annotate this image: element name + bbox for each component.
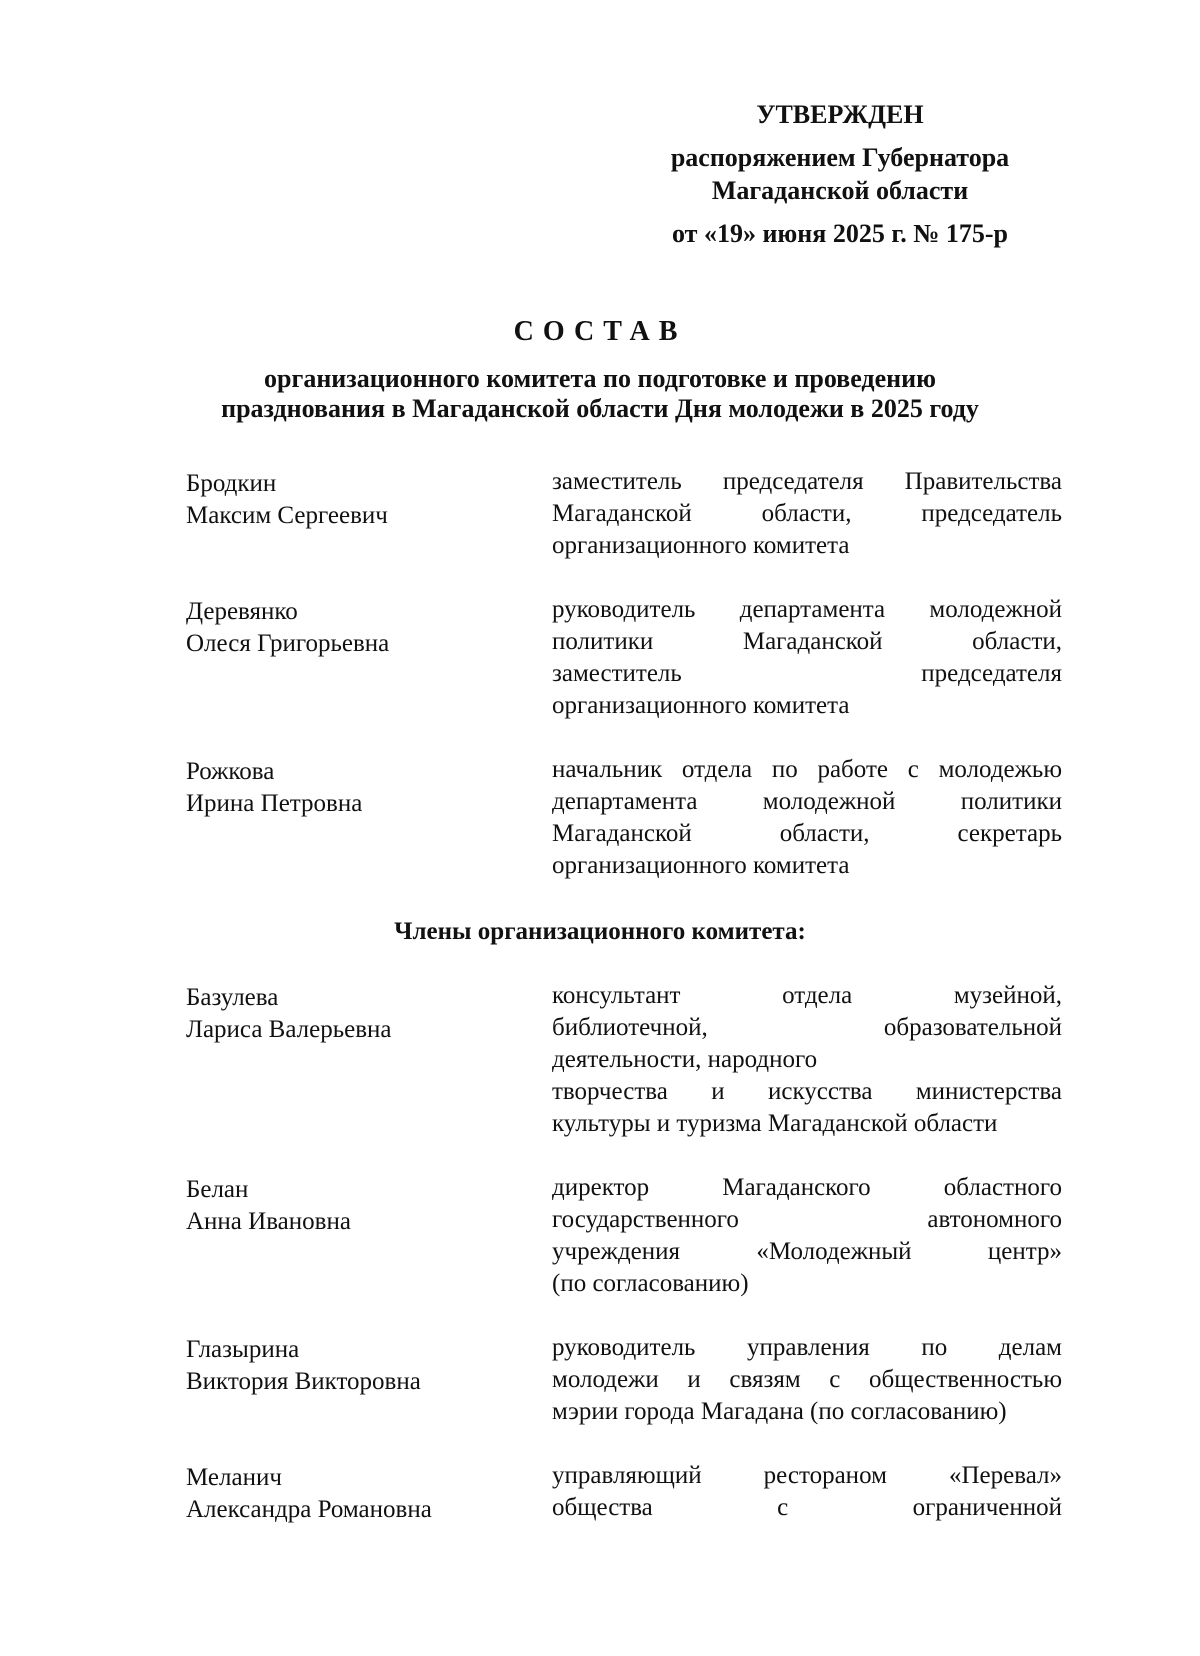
document-subtitle — [100, 364, 1100, 424]
role-line: заместитель председателя — [552, 660, 1062, 687]
person-surname: Деревянко — [186, 598, 298, 625]
person-name — [186, 596, 506, 660]
person-role — [552, 980, 1062, 1140]
person-surname: Меланич — [186, 1464, 282, 1491]
role-line: консультант отдела музейной, — [552, 982, 1062, 1009]
person-name — [186, 1174, 506, 1238]
person-given-names: Александра Романовна — [186, 1496, 432, 1523]
role-line: творчества и искусства министерства — [552, 1078, 1062, 1105]
approval-date-line: от «19» июня 2025 г. № 175-р — [672, 219, 1008, 248]
person-name — [186, 1334, 506, 1398]
role-line: библиотечной, образовательной — [552, 1014, 1062, 1041]
person-role — [552, 1332, 1062, 1428]
role-line: государственного автономного — [552, 1206, 1062, 1233]
approval-heading: УТВЕРЖДЕН — [756, 100, 924, 129]
role-line: организационного комитета — [552, 532, 850, 559]
role-line: заместитель председателя Правительства — [552, 468, 1062, 495]
role-line: культуры и туризма Магаданской области — [552, 1110, 998, 1137]
role-line: управляющий рестораном «Перевал» — [552, 1462, 1062, 1489]
role-line: директор Магаданского областного — [552, 1174, 1062, 1201]
person-surname: Рожкова — [186, 758, 275, 785]
approval-authority-line2: Магаданской области — [711, 176, 969, 205]
person-name — [186, 468, 506, 532]
person-given-names: Ирина Петровна — [186, 790, 363, 817]
person-name — [186, 756, 506, 820]
role-line: Магаданской области, секретарь — [552, 820, 1062, 847]
role-line: организационного комитета — [552, 852, 850, 879]
role-line: Магаданской области, председатель — [552, 500, 1062, 527]
role-line: (по согласованию) — [552, 1270, 749, 1297]
person-name — [186, 982, 506, 1046]
person-given-names: Максим Сергеевич — [186, 502, 388, 529]
person-surname: Базулева — [186, 984, 279, 1011]
role-line: мэрии города Магадана (по согласованию) — [552, 1398, 1007, 1425]
approval-block — [640, 98, 1040, 250]
person-given-names: Лариса Валерьевна — [186, 1016, 392, 1043]
person-given-names: Анна Ивановна — [186, 1208, 351, 1235]
person-role — [552, 1460, 1062, 1524]
person-surname: Белан — [186, 1176, 249, 1203]
role-line: деятельности, народного — [552, 1046, 818, 1073]
role-line: молодежи и связям с общественностью — [552, 1366, 1062, 1393]
person-role — [552, 754, 1062, 882]
person-role — [552, 466, 1062, 562]
role-line: руководитель управления по делам — [552, 1334, 1062, 1361]
role-line: политики Магаданской области, — [552, 628, 1062, 655]
person-name — [186, 1462, 506, 1526]
person-given-names: Виктория Викторовна — [186, 1368, 421, 1395]
person-surname: Бродкин — [186, 470, 277, 497]
person-surname: Глазырина — [186, 1336, 300, 1363]
approval-authority-line1: распоряжением Губернатора — [670, 143, 1010, 172]
document-title: СОСТАВ — [513, 316, 687, 347]
role-line: департамента молодежной политики — [552, 788, 1062, 815]
role-line: начальник отдела по работе с молодежью — [552, 756, 1062, 783]
person-role — [552, 1172, 1062, 1300]
person-given-names: Олеся Григорьевна — [186, 630, 390, 657]
role-line: учреждения «Молодежный центр» — [552, 1238, 1062, 1265]
members-heading: Члены организационного комитета: — [394, 918, 806, 945]
document-subtitle-line1: организационного комитета по подготовке и проведению — [264, 364, 936, 393]
role-line: общества с ограниченной — [552, 1494, 1062, 1521]
role-line: организационного комитета — [552, 692, 850, 719]
document-subtitle-line2: празднования в Магаданской области Дня молодежи в 2025 году — [221, 394, 979, 423]
role-line: руководитель департамента молодежной — [552, 596, 1062, 623]
person-role — [552, 594, 1062, 722]
